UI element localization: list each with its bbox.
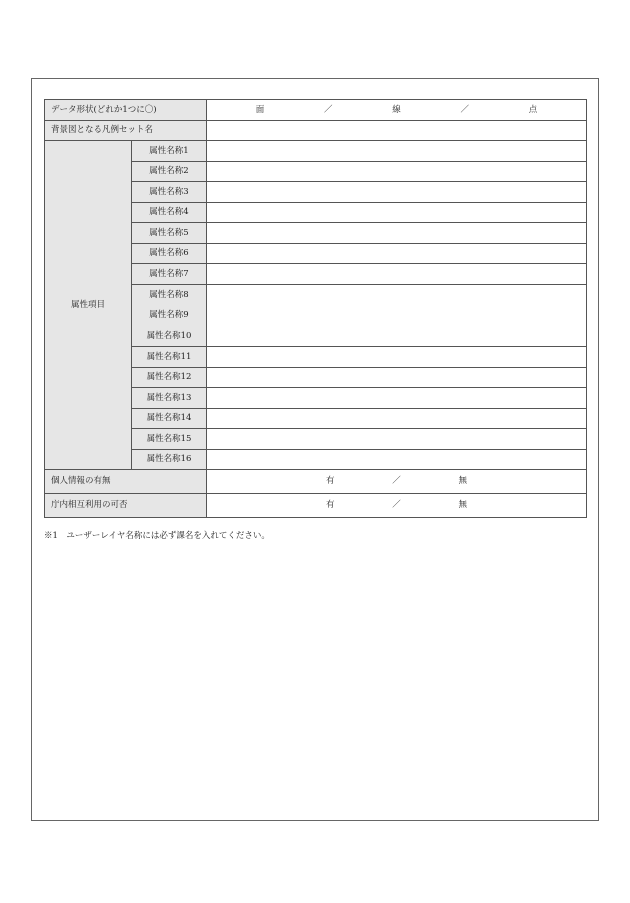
attribute-value-12[interactable]: [207, 367, 587, 388]
inter-office-row: [45, 494, 587, 518]
attribute-value-11[interactable]: [207, 347, 587, 368]
attribute-name-label: 属性名称4: [132, 202, 207, 223]
inter-office-label: 庁内相互利用の可否: [45, 494, 207, 518]
layer-registration-form: [44, 99, 587, 518]
attribute-name-label: 属性名称8: [149, 289, 189, 300]
shape-separator-1: ／: [323, 104, 333, 115]
personal-info-separator: ／: [392, 476, 401, 487]
attribute-value-5[interactable]: [207, 223, 587, 244]
personal-info-option-no[interactable]: 無: [458, 476, 468, 487]
footnote: ※1 ユーザーレイヤ名称には必ず課名を入れてください。: [44, 531, 270, 541]
attribute-name-label: 属性名称9: [149, 310, 189, 320]
personal-info-row: [45, 470, 587, 494]
personal-info-choices: [207, 470, 587, 494]
attribute-group-label: 属性項目: [45, 141, 132, 470]
attribute-value-14[interactable]: [207, 408, 587, 429]
data-shape-choices: [207, 100, 587, 121]
shape-separator-2: ／: [460, 104, 470, 115]
inter-office-choices: [207, 494, 587, 518]
attribute-value-7[interactable]: [207, 264, 587, 285]
attribute-name-label: 属性名称5: [132, 223, 207, 244]
personal-info-option-yes[interactable]: 有: [326, 476, 335, 487]
personal-info-label: 個人情報の有無: [45, 470, 207, 494]
attribute-name-label: 属性名称6: [132, 243, 207, 264]
attribute-name-label: 属性名称16: [132, 449, 207, 470]
attribute-name-label: 属性名称3: [132, 182, 207, 203]
shape-option-line[interactable]: 線: [392, 104, 401, 115]
attribute-name-label: 属性名称10: [146, 330, 192, 341]
attribute-name-label-group: [132, 284, 207, 347]
attribute-value-3[interactable]: [207, 182, 587, 203]
data-shape-row: [45, 100, 587, 121]
attribute-name-label: 属性名称1: [132, 141, 207, 162]
inter-office-separator: ／: [392, 500, 401, 511]
attribute-name-label: 属性名称15: [132, 429, 207, 450]
attribute-name-label: 属性名称13: [132, 388, 207, 409]
attribute-value-2[interactable]: [207, 161, 587, 182]
attribute-value-15[interactable]: [207, 429, 587, 450]
attribute-name-label: 属性名称12: [132, 367, 207, 388]
shape-option-point[interactable]: 点: [528, 104, 538, 115]
inter-office-option-yes[interactable]: 有: [326, 500, 335, 511]
attribute-value-13[interactable]: [207, 388, 587, 409]
base-map-row: [45, 120, 587, 141]
attribute-value-16[interactable]: [207, 449, 587, 470]
attribute-name-label: 属性名称7: [132, 264, 207, 285]
attribute-value-1[interactable]: [207, 141, 587, 162]
attribute-name-label: 属性名称2: [132, 161, 207, 182]
attribute-row-1: [45, 141, 587, 162]
attribute-name-label: 属性名称14: [132, 408, 207, 429]
data-shape-label: データ形状(どれか1つに〇): [45, 100, 207, 121]
base-map-value[interactable]: [207, 120, 587, 141]
attribute-value-4[interactable]: [207, 202, 587, 223]
attribute-name-label: 属性名称11: [132, 347, 207, 368]
attribute-value-8-10[interactable]: [207, 284, 587, 347]
inter-office-option-no[interactable]: 無: [458, 500, 468, 511]
attribute-value-6[interactable]: [207, 243, 587, 264]
base-map-label: 背景図となる凡例セット名: [45, 120, 207, 141]
shape-option-area[interactable]: 面: [255, 104, 265, 115]
